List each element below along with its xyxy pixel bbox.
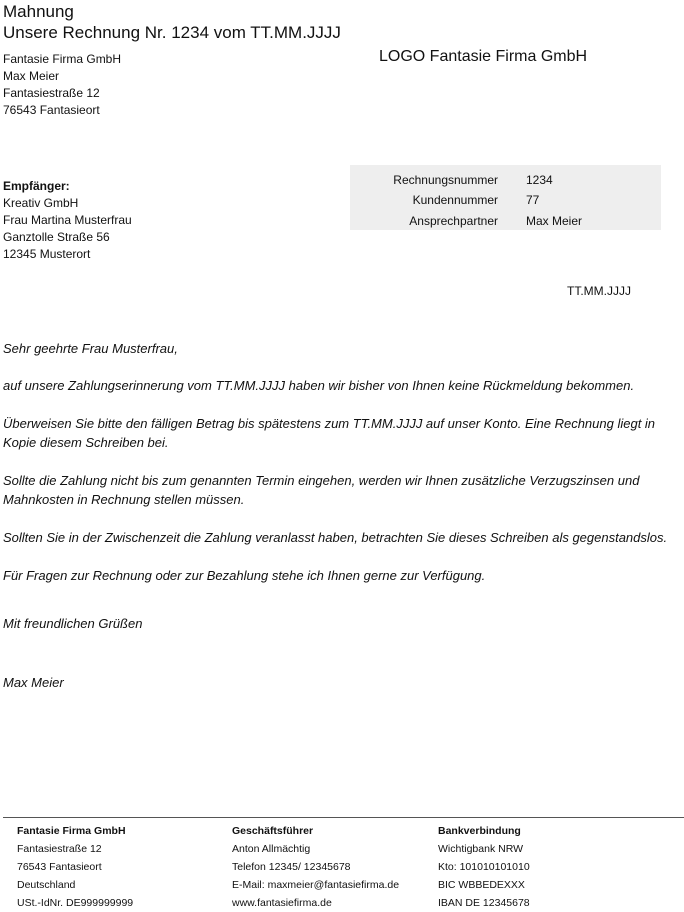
footer-company-column: [17, 822, 133, 912]
footer-line: IBAN DE 12345678: [438, 897, 530, 909]
footer-line: Deutschland: [17, 879, 76, 891]
invoice-info-box: [350, 165, 661, 230]
invoice-info-value: Max Meier: [526, 214, 583, 228]
invoice-info-value: 77: [526, 193, 540, 207]
invoice-info-label: Ansprechpartner: [409, 214, 498, 228]
letter-paragraph: Überweisen Sie bitte den fälligen Betrag bis spätestens zum TT.MM.JJJJ auf unser Konto. Eine Rechnung liegt in Kopie diesem Schreiben bei.: [3, 416, 656, 450]
company-logo-text: LOGO Fantasie Firma GmbH: [379, 48, 588, 65]
recipient-street: Ganztolle Straße 56: [3, 230, 110, 244]
letter-paragraph: Sollte die Zahlung nicht bis zum genannten Termin eingehen, werden wir Ihnen zusätzliche Verzugszinsen und Mahnkosten in Rechnung stellen müssen.: [3, 473, 640, 507]
letter-paragraph: auf unsere Zahlungserinnerung vom TT.MM.JJJJ haben wir bisher von Ihnen keine Rückmeldung bekommen.: [3, 378, 635, 393]
footer-line: BIC WBBEDEXXX: [438, 879, 525, 891]
footer-heading: Geschäftsführer: [232, 825, 314, 837]
recipient-contact: Frau Martina Musterfrau: [3, 213, 132, 227]
sender-block: [3, 51, 121, 119]
footer-divider: [3, 817, 684, 818]
invoice-info-row: [350, 170, 661, 190]
letter-closing: Mit freundlichen Grüßen: [3, 616, 143, 631]
invoice-info-label: Kundennummer: [412, 193, 498, 207]
footer-line: 76543 Fantasieort: [17, 861, 102, 873]
footer-heading: Bankverbindung: [438, 825, 521, 837]
footer-line: Anton Allmächtig: [232, 843, 311, 855]
letter-paragraph: Für Fragen zur Rechnung oder zur Bezahlung stehe ich Ihnen gerne zur Verfügung.: [3, 568, 486, 583]
recipient-heading: Empfänger:: [3, 179, 70, 193]
footer-bank-column: [438, 822, 530, 912]
footer-website: www.fantasiefirma.de: [232, 897, 332, 909]
footer-line: USt.-IdNr. DE999999999: [17, 897, 134, 909]
recipient-city: 12345 Musterort: [3, 247, 91, 261]
invoice-info-value: 1234: [526, 173, 553, 187]
letter-salutation: Sehr geehrte Frau Musterfrau,: [3, 341, 178, 356]
letter-date: TT.MM.JJJJ: [567, 284, 631, 298]
document-type: Mahnung: [3, 2, 74, 21]
recipient-block: [3, 178, 132, 263]
recipient-company: Kreativ GmbH: [3, 196, 79, 210]
sender-company: Fantasie Firma GmbH: [3, 52, 122, 66]
letter-signature: Max Meier: [3, 675, 64, 690]
footer-line: Kto: 101010101010: [438, 861, 530, 873]
invoice-info-row: [350, 190, 661, 210]
footer-line: Fantasiestraße 12: [17, 843, 102, 855]
document-subject: Unsere Rechnung Nr. 1234 vom TT.MM.JJJJ: [3, 23, 341, 42]
footer-line: Wichtigbank NRW: [438, 843, 523, 855]
footer-heading: Fantasie Firma GmbH: [17, 825, 126, 837]
sender-name: Max Meier: [3, 69, 60, 83]
invoice-info-row: [350, 211, 661, 231]
letter-paragraph: Sollten Sie in der Zwischenzeit die Zahlung veranlasst haben, betrachten Sie dieses Schreiben als gegenstandslos.: [3, 530, 668, 545]
sender-street: Fantasiestraße 12: [3, 86, 100, 100]
sender-city: 76543 Fantasieort: [3, 103, 100, 117]
footer-management-column: [232, 822, 399, 912]
invoice-info-label: Rechnungsnummer: [393, 173, 498, 187]
footer-line: Telefon 12345/ 12345678: [232, 861, 351, 873]
footer-email: E-Mail: maxmeier@fantasiefirma.de: [232, 879, 400, 891]
